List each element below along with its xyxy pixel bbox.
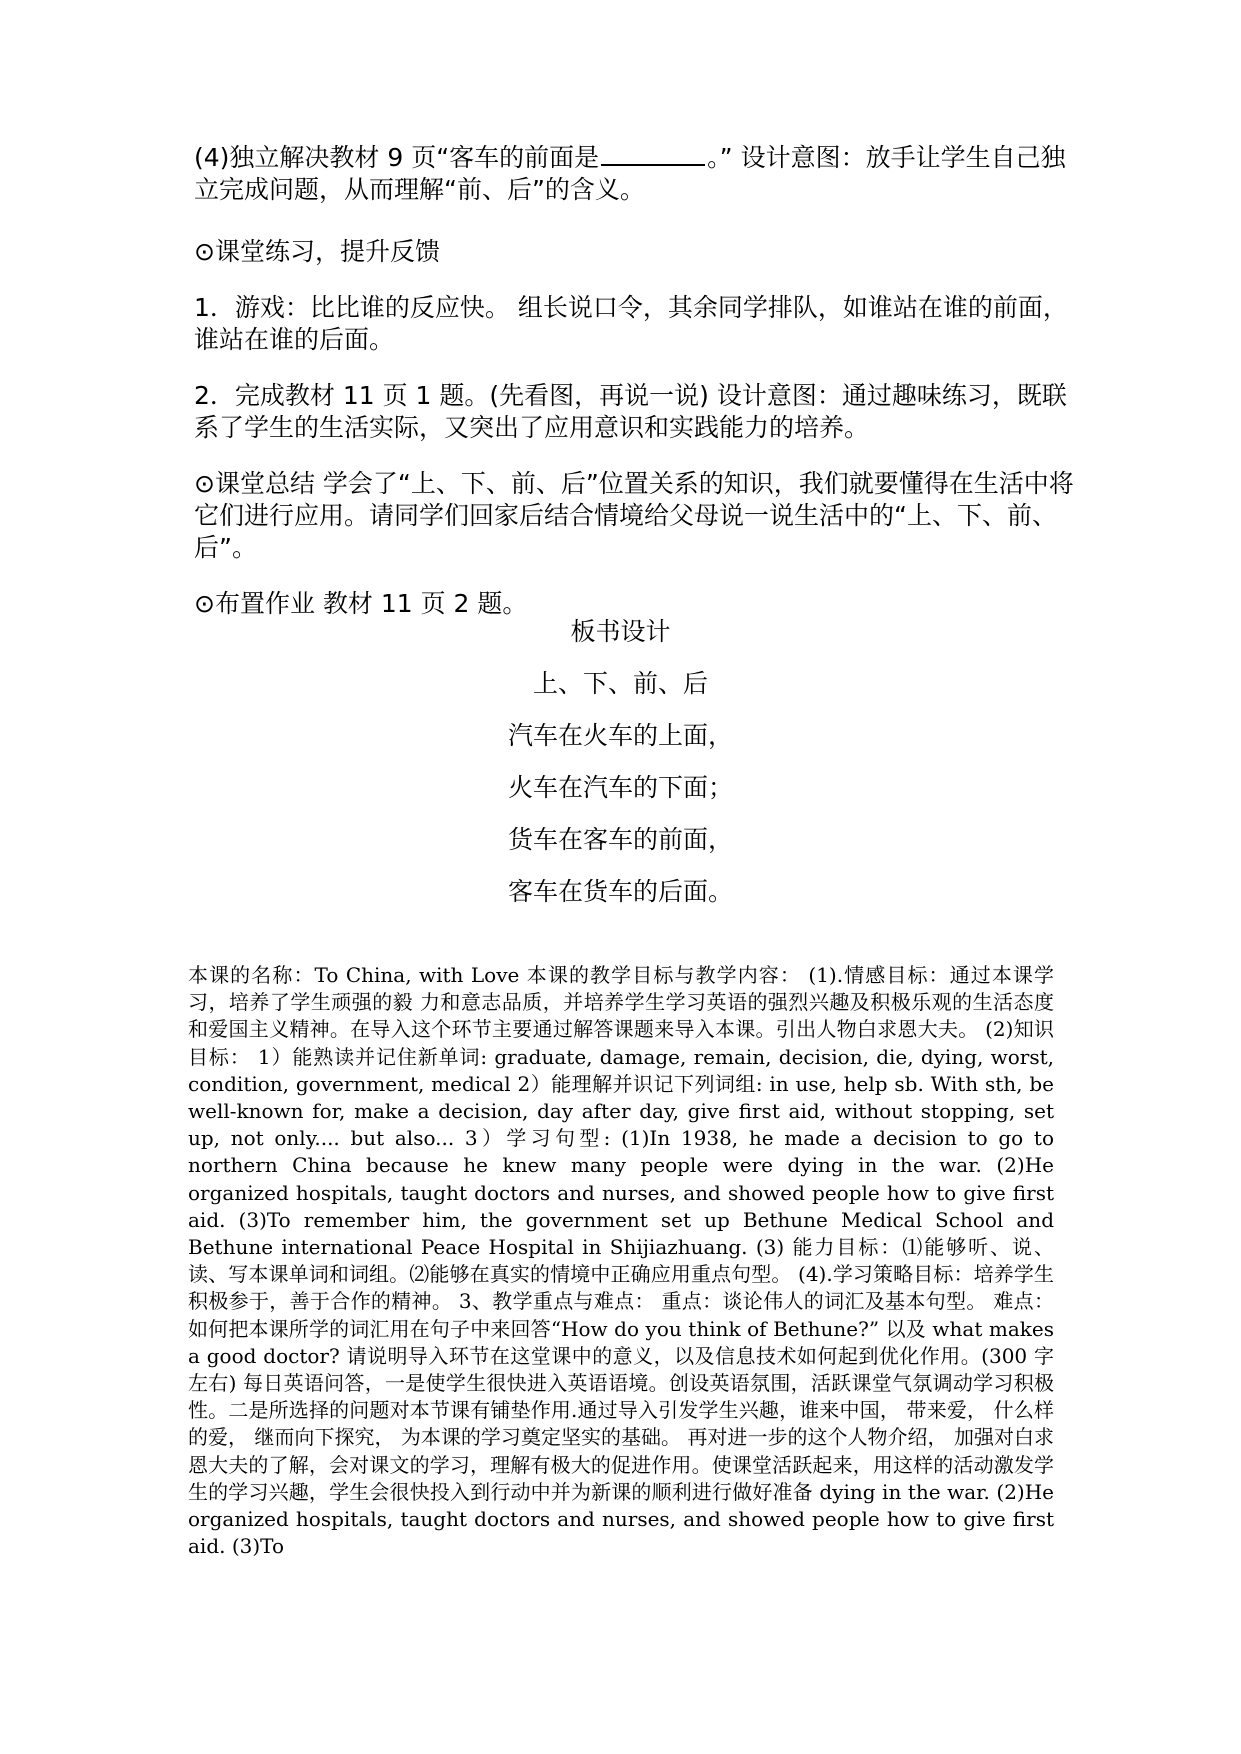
paragraph-game: 1．游戏：比比谁的反应快。 组长说口令，其余同学排队，如谁站在谁的前面，谁站在谁的后面。 bbox=[194, 293, 1068, 354]
board-design bbox=[0, 616, 1241, 908]
fill-in-blank bbox=[601, 140, 705, 166]
board-line: 货车在客车的前面， bbox=[507, 825, 733, 854]
lesson-steps bbox=[188, 140, 1088, 620]
p1-text-after: 。” 设计意图：放手让学生自己独立完成问题，从而理解“前、后”的含义。 bbox=[194, 143, 1066, 204]
board-line: 上、下、前、后 bbox=[532, 669, 708, 698]
paragraph-textbook-exercise: 2．完成教材 11 页 1 题。(先看图，再说一说) 设计意图：通过趣味练习，既联系了学生的生活实际，又突出了应用意识和实践能力的培养。 bbox=[194, 381, 1067, 442]
paragraph-class-summary: ⊙课堂总结 学会了“上、下、前、后”位置关系的知识，我们就要懂得在生活中将它们进行应用。请同学们回家后结合情境给父母说一说生活中的“上、下、前、后”。 bbox=[194, 469, 1074, 562]
board-line: 客车在货车的后面。 bbox=[507, 877, 733, 906]
heading-class-practice: ⊙课堂练习，提升反馈 bbox=[194, 237, 440, 266]
board-line: 汽车在火车的上面， bbox=[507, 721, 733, 750]
board-title: 板书设计 bbox=[570, 617, 671, 646]
p1-text-before: (4)独立解决教材 9 页“客车的前面是 bbox=[194, 143, 600, 172]
board-line: 火车在汽车的下面； bbox=[507, 773, 733, 802]
paragraph-homework: ⊙布置作业 教材 11 页 2 题。 bbox=[194, 589, 528, 618]
english-lesson-paragraph: 本课的名称：To China, with Love 本课的教学目标与教学内容： (1).情感目标：通过本课学习，培养了学生顽强的毅 力和意志品质，并培养学生学习英语的强烈兴趣及积极乐观的生活态度和爱国主义精神。在导入这个环节主要通过解答课题来导入本课。引出人物白求恩大夫。 (2)知识目标： 1）能熟读并记住新单词: graduate, damage, remain, decision, die, dying, worst, condition, government, medical 2）能理解并识记下列词组: in use, help sb. With sth, be well-known for, make a decision, day after day, give first aid, without stopping, set up, not only.... but also... 3）学习句型: (1)In 1938, he made a decision to go to northern China because he knew many people were dying in the war. (2)He organized hospitals, taught doctors and nurses, and showed people how to give first aid. (3)To remember him, the government set up Bethune Medical School and Bethune international Peace Hospital in Shijiazhuang. (3) 能力目标：⑴能够听、说、读、写本课单词和词组。⑵能够在真实的情境中正确应用重点句型。 (4).学习策略目标：培养学生积极参于，善于合作的精神。 3、教学重点与难点： 重点：谈论伟人的词汇及基本句型。 难点：如何把本课所学的词汇用在句子中来回答“How do you think of Bethune?” 以及 what makes a good doctor? 请说明导入环节在这堂课中的意义，以及信息技术如何起到优化作用。(300 字左右) 每日英语问答，一是使学生很快进入英语语境。创设英语氛围，活跃课堂气氛调动学习积极性。二是所选择的问题对本节课有铺垫作用.通过导入引发学生兴趣，谁来中国， 带来爱， 什么样的爱， 继而向下探究， 为本课的学习奠定坚实的基础。 再对进一步的这个人物介绍， 加强对白求恩大夫的了解，会对课文的学习，理解有极大的促进作用。使课堂活跃起来，用这样的活动激发学生的学习兴趣，学生会很快投入到行动中并为新课的顺利进行做好准备 dying in the war. (2)He organized hospitals, taught doctors and nurses, and showed people how to give first aid. (3)To bbox=[188, 963, 1054, 1559]
paragraph-independent-solve bbox=[188, 140, 1088, 206]
